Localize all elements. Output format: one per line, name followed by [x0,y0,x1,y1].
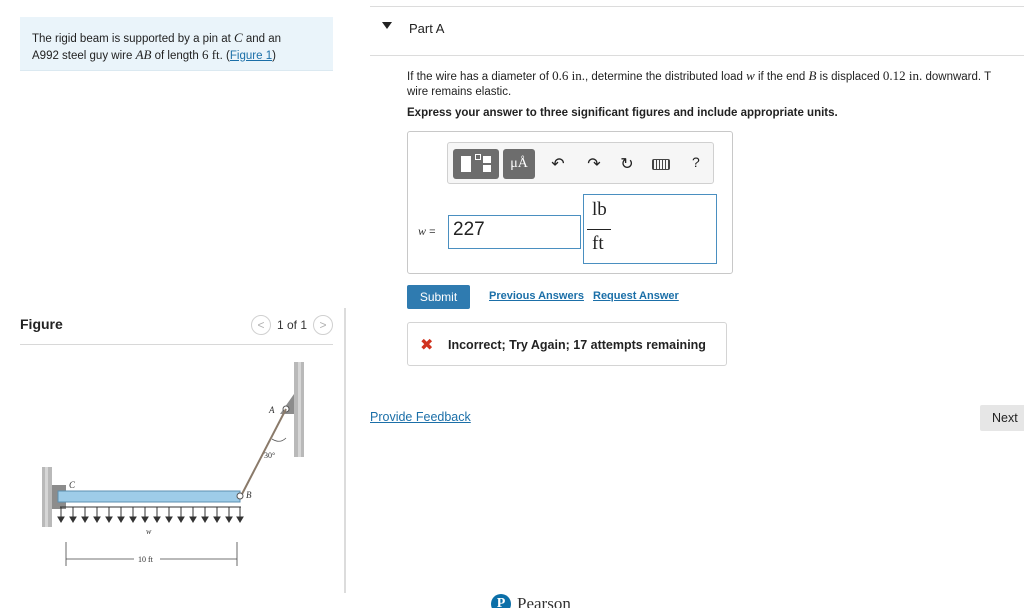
previous-answers-link[interactable]: Previous Answers [489,290,584,302]
problem-statement [20,17,333,71]
request-answer-link[interactable]: Request Answer [593,290,679,302]
fraction-bar [587,229,611,230]
redo-icon[interactable]: ↷ [587,156,601,173]
next-button[interactable]: Next [980,405,1024,431]
prev-figure-button[interactable] [251,315,271,335]
question-text-b: , determine the distributed load [584,71,747,83]
question-text [407,68,1024,100]
answer-box [407,131,733,274]
problem-text-3: A992 steel guy wire [32,50,136,62]
wire-variable: AB [135,47,152,62]
units-numerator: lb [592,199,607,220]
beam-figure [36,352,316,577]
question-text-line2: wire remains elastic. [407,86,512,98]
problem-text-1: The rigid beam is supported by a pin at [32,33,235,45]
figure-link[interactable]: Figure 1 [229,50,273,62]
displacement-value: 0.12 in. [882,68,923,83]
diameter-value: 0.6 in. [552,68,585,83]
question-text-e: downward. T [922,71,992,83]
provide-feedback-link[interactable]: Provide Feedback [370,410,471,424]
end-variable: B [808,68,817,83]
templates-button[interactable] [453,149,499,179]
help-button[interactable]: ? [692,154,700,170]
distributed-load [58,507,243,522]
part-title: Part A [409,21,445,36]
feedback-text: Incorrect; Try Again; 17 attempts remaining [448,338,706,352]
pearson-wordmark: Pearson [517,594,571,608]
question-text-a: If the wire has a diameter of [407,71,553,83]
part-a-header[interactable] [370,6,1024,56]
feedback-message-box [407,322,727,366]
pearson-brand [491,594,571,608]
math-toolbar [447,142,714,184]
answer-instruction: Express your answer to three significant figures and include appropriate units. [407,107,838,119]
answer-variable: w [418,224,427,238]
value-input[interactable]: 227 [448,215,581,249]
right-pane [370,0,1024,608]
submit-button[interactable]: Submit [407,285,470,309]
units-input[interactable] [583,194,717,264]
figure-title: Figure [20,316,63,332]
pin-b [237,493,243,499]
label-a: A [269,405,275,415]
question-text-d: is displaced [816,71,883,83]
answer-variable-label [418,224,436,239]
units-symbol-button[interactable]: μÅ [503,149,535,179]
figure-pager [251,315,333,335]
label-b: B [246,490,252,500]
units-denominator: ft [592,233,604,254]
incorrect-x-icon: ✖ [420,337,434,354]
pearson-logo-icon: P [491,594,511,608]
chevron-left-icon: < [257,318,265,332]
rigid-beam [58,491,240,502]
problem-text-4: of length [151,50,202,62]
reset-icon[interactable]: ↻ [620,156,634,173]
label-angle: 30° [264,451,276,460]
problem-text-5: . ( [219,50,230,62]
pane-divider[interactable] [344,308,346,593]
figure-page-indicator: 1 of 1 [276,318,307,332]
load-variable: w [746,68,755,83]
problem-text-6: ) [272,50,276,62]
label-w: w [146,527,152,536]
label-c: C [69,480,76,490]
figure-header [20,313,333,345]
problem-text-2: and an [242,33,282,45]
pin-variable: C [234,30,243,45]
left-pane [0,0,345,608]
undo-icon[interactable]: ↶ [551,156,565,173]
next-figure-button[interactable] [313,315,333,335]
angle-arc [272,438,286,441]
equals-sign: = [426,226,436,238]
length-value: 6 ft [201,47,220,62]
caret-down-icon [382,22,392,29]
keyboard-icon[interactable] [652,159,670,170]
chevron-right-icon: > [319,318,327,332]
label-span: 10 ft [138,555,153,564]
question-text-c: if the end [754,71,809,83]
